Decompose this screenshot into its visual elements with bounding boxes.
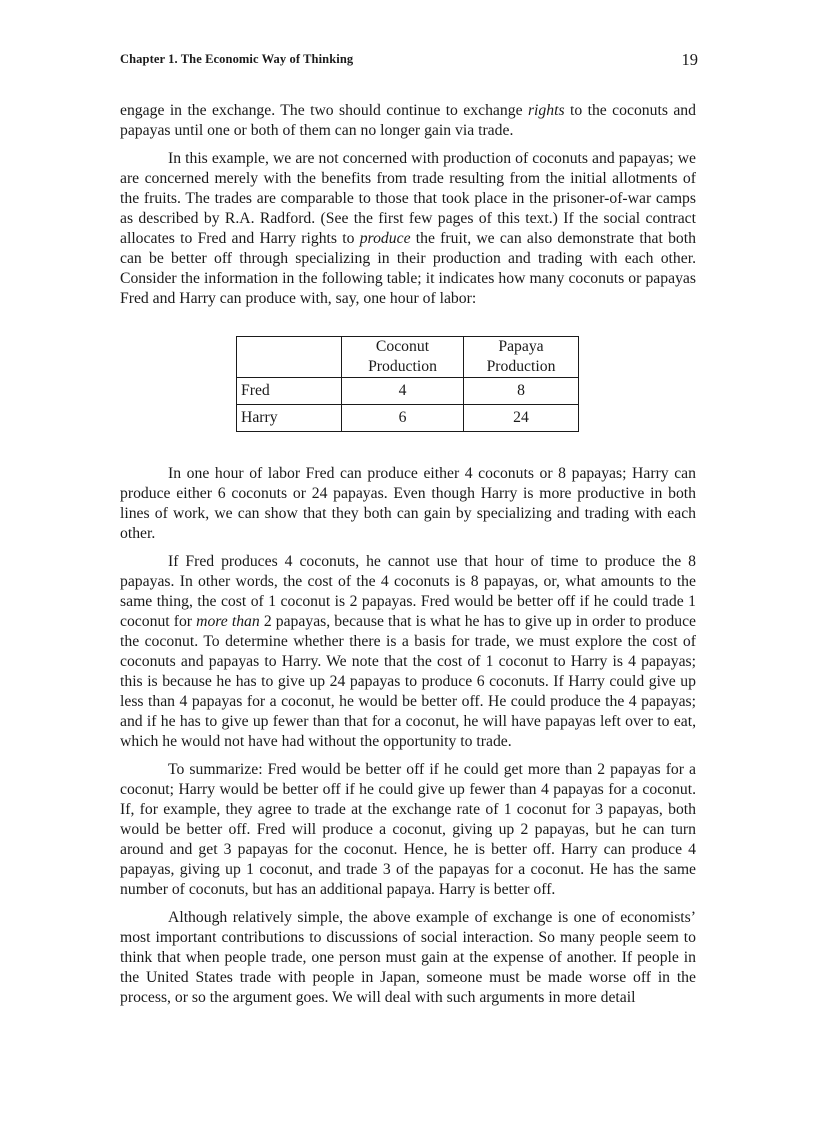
paragraph-1-emphasis: rights	[527, 102, 565, 119]
fred-coconut-value: 4	[342, 378, 464, 405]
running-head: Chapter 1. The Economic Way of Thinking	[120, 52, 354, 66]
paragraph-2-emphasis: produce	[359, 230, 411, 247]
production-table	[236, 336, 579, 432]
fred-papaya-value: 8	[464, 378, 579, 405]
production-table-wrapper	[236, 336, 696, 432]
coconut-header-line-1: Coconut	[375, 338, 430, 355]
paragraph-1	[120, 101, 696, 141]
paragraph-2-text-b: the fruit, we can also demonstrate that both can be better off through specializing in their production and trading with each other. Consider the information in the following table; it indicates how many coconuts or papayas Fred and Harry can produce with, say, one hour of labor:	[120, 230, 696, 307]
harry-papaya-value: 24	[464, 405, 579, 432]
papaya-production-header	[464, 337, 579, 378]
table-row	[237, 405, 579, 432]
papaya-header-line-2: Production	[486, 358, 556, 375]
coconut-production-header	[342, 337, 464, 378]
table-header-row	[237, 337, 579, 378]
paragraph-1-text-a: engage in the exchange. The two should continue to exchange	[120, 102, 528, 119]
page-body	[120, 101, 696, 1008]
table-row	[237, 378, 579, 405]
row-label-fred: Fred	[237, 378, 342, 405]
table-corner-cell	[237, 337, 342, 378]
paragraph-1-text-b: to the coconuts and papayas until one or both of them can no longer gain via trade.	[120, 102, 696, 139]
paragraph-4	[120, 552, 696, 752]
coconut-header-line-2: Production	[368, 358, 437, 375]
paragraph-2-text-a: In this example, we are not concerned with production of coconuts and papayas; we are concerned merely with the benefits from trade resulting from the initial allotments of the fruits. The trades are comparable to those that took place in the prisoner-of-war camps as described by R.A. Radford. (See the first few pages of this text.) If the social contract allocates to Fred and Harry rights to	[120, 150, 696, 247]
harry-coconut-value: 6	[342, 405, 464, 432]
papaya-header-line-1: Papaya	[498, 338, 544, 355]
paragraph-4-text-b: 2 papayas, because that is what he has to give up in order to produce the coconut. To determine whether there is a basis for trade, we must explore the cost of coconuts and papayas to Harry. We note that the cost of 1 coconut to Harry is 4 papayas; this is because he has to give up 24 papayas to produce 6 coconuts. If Harry could give up less than 4 papayas for a coconut, he would be better off. He could produce the 4 papayas; and if he has to give up fewer than that for a coconut, he will have papayas left over to eat, which he would not have had without the opportunity to trade.	[120, 613, 696, 750]
page-number: 19	[681, 50, 698, 69]
row-label-harry: Harry	[237, 405, 342, 432]
paragraph-4-emphasis: more than	[196, 613, 260, 630]
paragraph-4-text-a: If Fred produces 4 coconuts, he cannot use that hour of time to produce the 8 papayas. In other words, the cost of the 4 coconuts is 8 papayas, or, what amounts to the same thing, the cost of 1 coconut is 2 papayas. Fred would be better off if he could trade 1 coconut for	[120, 553, 696, 630]
paragraph-3: In one hour of labor Fred can produce either 4 coconuts or 8 papayas; Harry can produce either 6 coconuts or 24 papayas. Even though Harry is more productive in both lines of work, we can show that they both can gain by specializing and trading with each other.	[120, 465, 696, 542]
page-header	[120, 50, 698, 72]
paragraph-2	[120, 149, 696, 309]
paragraph-5: To summarize: Fred would be better off if he could get more than 2 papayas for a coconut; Harry would be better off if he could give up fewer than 4 papayas for a coconut. If, for example, they agree to trade at the exchange rate of 1 coconut for 3 papayas, both would be better off. Fred will produce a coconut, giving up 2 papayas, but he can turn around and get 3 papayas for the coconut. Hence, he is better off. Harry can produce 4 papayas, giving up 1 coconut, and trade 3 of the papayas for a coconut. He has the same number of coconuts, but has an additional papaya. Harry is better off.	[120, 761, 696, 898]
paragraph-6: Although relatively simple, the above example of exchange is one of economists’ most important contributions to discussions of social interaction. So many people seem to think that when people trade, one person must gain at the expense of another. If people in the United States trade with people in Japan, someone must be made worse off in the process, or so the argument goes. We will deal with such arguments in more detail	[120, 909, 696, 1006]
